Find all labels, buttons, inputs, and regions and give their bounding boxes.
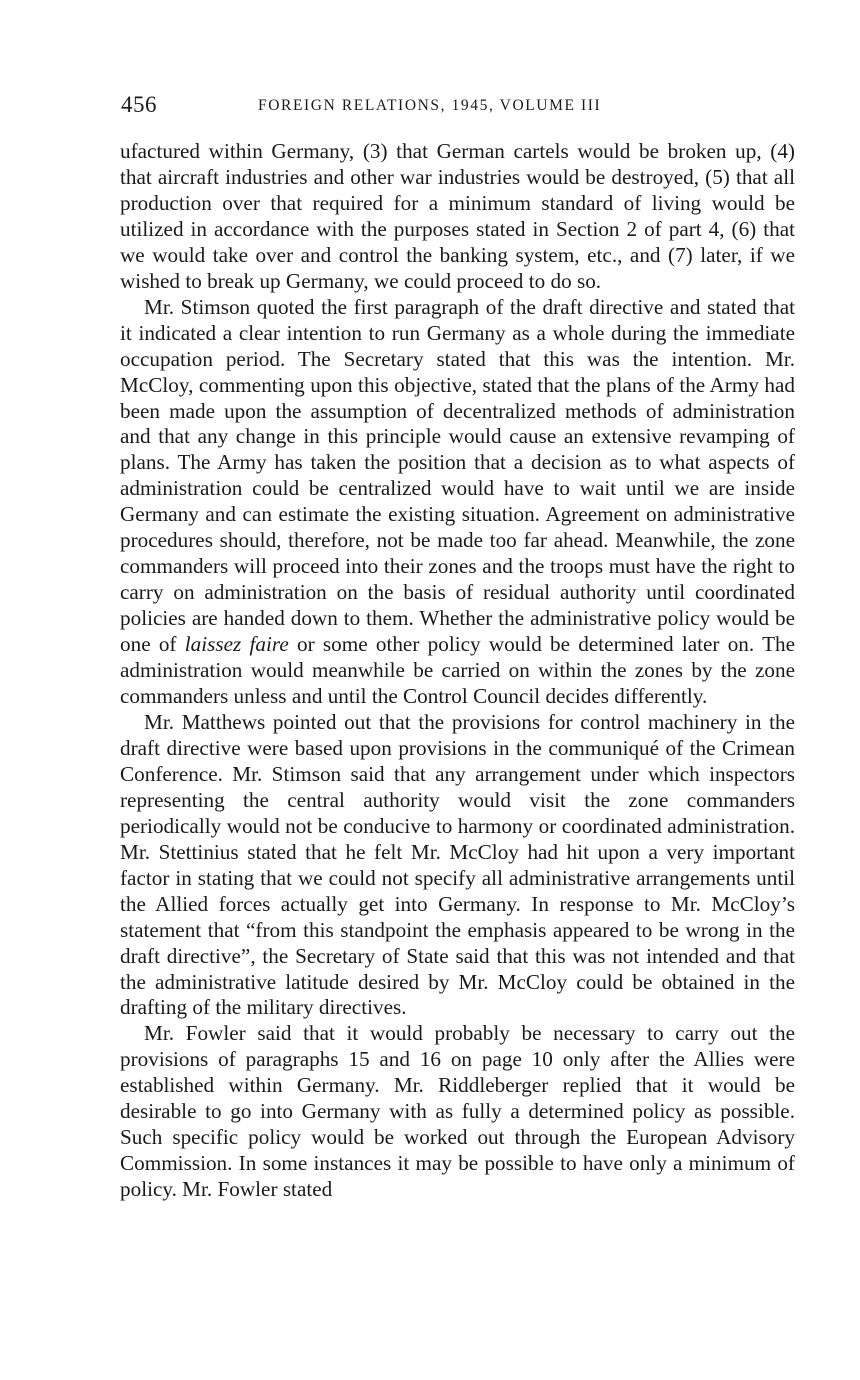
paragraph-text: ufactured within Germany, (3) that German cartels would be broken up, (4) that aircraft industries and other war industries would be destroyed, (5) that all production over that required for a minimum standard of living would be utilized in accordance with the purposes stated in Section 2 of part 4, (6) that we would take over and control the banking system, etc., and (7) later, if we wished to break up Germany, we could proceed to do so. — [120, 139, 795, 293]
paragraph-text-continued: or some other policy would be determined later on. The administration would meanwhile be carried on within the zones by the zone commanders unless and until the Control Council decides differently. — [120, 632, 796, 709]
page-number: 456 — [121, 92, 157, 117]
paragraph-stimson-directive — [120, 295, 795, 710]
paragraph-fowler-provisions — [120, 1021, 795, 1203]
paragraph-matthews-control — [120, 710, 795, 1021]
paragraph-text: Mr. Stimson quoted the first paragraph of the draft directive and stated that it indicated a clear intention to run Germany as a whole during the immediate occupation period. The Secretary stated that this was the intention. Mr. McCloy, commenting upon this objective, stated that the plans of the Army had been made upon the assumption of decentralized methods of administration and that any change in this principle would cause an extensive revamping of plans. The Army has taken the position that a decision as to what aspects of administration could be centralized would have to wait until we are inside Germany and can estimate the existing situation. Agreement on administrative procedures should, therefore, not be made too far ahead. Meanwhile, the zone commanders will proceed into their zones and the troops must have the right to carry on administration on the basis of residual authority until coordinated policies are handed down to them. Whether the administrative policy would be one of — [120, 294, 795, 657]
paragraph-text: Mr. Fowler said that it would probably be necessary to carry out the provisions of paragraphs 15 and 16 on page 10 only after the Allies were established within Germany. Mr. Riddleberger replied that it would be desirable to go into Germany with as fully a determined policy as possible. Such specific policy would be worked out through the European Advisory Commission. In some instances it may be possible to have only a minimum of policy. Mr. Fowler stated — [120, 1021, 795, 1202]
paragraph-continuation — [120, 139, 795, 295]
paragraph-text: Mr. Matthews pointed out that the provisions for control machinery in the draft directive were based upon provisions in the communiqué of the Crimean Conference. Mr. Stimson said that any arrangement under which inspectors representing the central authority would visit the zone commanders periodically would not be conducive to harmony or coordinated administration. Mr. Stettinius stated that he felt Mr. McCloy had hit upon a very important factor in stating that we could not specify all administrative arrangements until the Allied forces actually get into Germany. In response to Mr. McCloy’s statement that “from this standpoint the emphasis appeared to be wrong in the draft directive”, the Secretary of State said that this was not intended and that the administrative latitude desired by Mr. McCloy could be obtained in the drafting of the military directives. — [120, 709, 795, 1020]
body-text — [120, 139, 795, 1203]
italic-phrase: laissez faire — [184, 632, 289, 657]
running-head — [121, 92, 797, 122]
running-head-title: FOREIGN RELATIONS, 1945, VOLUME III — [258, 97, 602, 114]
